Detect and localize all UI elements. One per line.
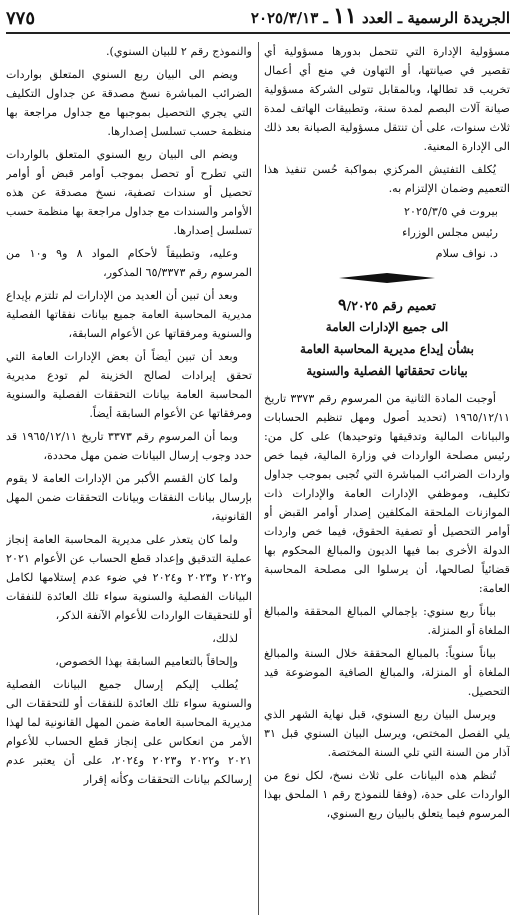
gazette-header-title bbox=[251, 3, 510, 29]
paragraph: ولما كان يتعذر على مديرية المحاسبة العامة إنجاز عملية التدقيق وإعداد قطع الحساب عن الأعوام ٢٠٢١ و٢٠٢٢ و٢٠٢٣ و٢٠٢٤ في ضوء عدم إستلامها لكامل البيانات الفصلية والسنوية سواء تلك العائدة للنفقات أو للتحقيقات الواردات للأعوام الآنفة الذكر، bbox=[6, 533, 252, 622]
paragraph: وعليه، وتطبيقاً لأحكام المواد ٨ و٩ و١٠ من المرسوم رقم ٦٥/٣٣٧٣ المذكور، bbox=[6, 247, 252, 279]
paragraph: والنموذج رقم ٢ للبيان السنوي). bbox=[105, 45, 252, 58]
paragraph: ويضم الى البيان ربع السنوي المتعلق بواردات الضرائب المباشرة نسخ مصدقة عن جداول التكليف التي يجري التحصيل بموجبها مع جداول مراجعة بها منظمة حسب تسلسل إصدارها. bbox=[6, 68, 252, 138]
section-divider-ornament bbox=[264, 273, 510, 283]
circular-year: /٢٠٢٥ bbox=[346, 298, 379, 313]
signature-place-date: بيروت في ٢٠٢٥/٣/٥ bbox=[404, 205, 498, 218]
paragraph: ويضم الى البيان ربع السنوي المتعلق بالواردات التي تطرح أو تحصل بموجب أوامر قبض أو أوامر تحصيل أو سندات تصفية، نسخ مصدقة عن هذه الأوامر والسندات مع جداول مراجعة بها منظمة حسب تسلسل إصدارها. bbox=[6, 148, 252, 237]
circular-title bbox=[264, 295, 510, 315]
circular-addressee: الى جميع الإدارات العامة bbox=[325, 320, 449, 334]
signature-title: رئيس مجلس الوزراء bbox=[402, 226, 498, 239]
paragraph: بياناً ربع سنوي: بإجمالي المبالغ المحققة والمبالغ الملغاة أو المنزلة. bbox=[264, 605, 510, 637]
paragraph: مسؤولية الإدارة التي تتحمل بدورها مسؤولية أي تقصير في صيانتها، أو التهاون في منع أي أعمال تخريب قد تطالها، وبالمقابل تتولى الشركة مسؤولية صيانة آلات البصم لمدة سنة، وتطبيقات الهاتف لمدة ثلاث سنوات، على أن تنتقل مسؤولية الصيانة بعد ذلك الى الإدارة المعنية. bbox=[264, 45, 510, 153]
paragraph: لذلك، bbox=[212, 632, 238, 645]
gazette-name: الجريدة الرسمية ـ العدد bbox=[361, 9, 510, 27]
paragraph: يُطلب إليكم إرسال جميع البيانات الفصلية والسنوية سواء تلك العائدة للنفقات أو للتحققات الى مديرية المحاسبة العامة ضمن المهل القانونية لما لهذا الأمر من انعكاس على إنجاز قطع الحساب للأعوام ٢٠٢١ و٢٠٢٢ و٢٠٢٣ و٢٠٢٤، على أن يعتبر عدم إرسالكم بيانات التحققات وكأنه إقرار bbox=[6, 678, 252, 786]
paragraph: يُكلف التفتيش المركزي بمواكبة حُسن تنفيذ هذا التعميم وضمان الإلتزام به. bbox=[264, 163, 510, 195]
circular-label: تعميم رقم bbox=[382, 298, 436, 313]
paragraph: ويرسل البيان ربع السنوي، قبل نهاية الشهر الذي يلي الفصل المختص، ويرسل البيان السنوي قبل ٣١ آذار من السنة التي تلي السنة المختصة. bbox=[264, 708, 510, 759]
circular-subject-line-2: بيانات تحققاتها الفصلية والسنوية bbox=[306, 364, 468, 378]
paragraph: بياناً سنوياً: بالمبالغ المحققة خلال السنة والمبالغ الملغاة أو المنزلة، والمبالغ الصافية الموضوعة قيد التحصيل. bbox=[264, 647, 510, 698]
issue-number: ١١ bbox=[333, 3, 357, 29]
right-column bbox=[264, 42, 510, 919]
paragraph: وبما أن المرسوم رقم ٣٣٧٣ تاريخ ١٩٦٥/١٢/١١ قد حدد وجوب إرسال البيانات ضمن مهل محددة، bbox=[6, 430, 252, 462]
left-column bbox=[6, 42, 252, 919]
paragraph: ولما كان القسم الأكبر من الإدارات العامة لا يقوم بإرسال بيانات النفقات وبيانات التحققات ضمن المهل القانونية، bbox=[6, 472, 252, 523]
page-header bbox=[6, 4, 510, 34]
signature-name: د. نواف سلام bbox=[435, 247, 498, 260]
circular-subject-line-1: بشأن إيداع مديرية المحاسبة العامة bbox=[300, 342, 474, 356]
paragraph: تُنظم هذه البيانات على ثلاث نسخ، لكل نوع من الواردات على حدة، (وفقا للنموذج رقم ١ الملحق بهذا المرسوم فيما يتعلق بالبيان ربع السنوي، bbox=[264, 769, 510, 820]
column-divider bbox=[258, 42, 259, 915]
page-number: ٧٧٥ bbox=[6, 8, 36, 29]
paragraph: أوجبت المادة الثانية من المرسوم رقم ٣٣٧٣ تاريخ ١٩٦٥/١٢/١١ (تحديد أصول ومهل تنظيم الحسابات والبيانات المالية وتدقيقها وتوحيدها) على كل من: رئيس مصلحة الواردات في وزارة المالية، فيما خص واردات الضرائب المباشرة التي تُجبى بموجب جداول تكليف، وموظفي الإدارات العامة والإدارات ذات الموازنات الملحقة المكلفين إصدار أوامر القبض أو أوامر التحصيل أو تصفية الحقوق، فيما خص واردات الدولة الأخرى بما فيها الديون والمبالغ المحكوم بها قضائياً لصالحها، أن يرسلوا الى مصلحة المحاسبة العامة: bbox=[264, 392, 510, 595]
paragraph: وإلحاقاً بالتعاميم السابقة بهذا الخصوص، bbox=[55, 655, 238, 668]
paragraph: وبعد أن تبين أن العديد من الإدارات لم تلتزم بإيداع مديرية المحاسبة العامة جميع بيانات نفقاتها الفصلية والسنوية ومرفقاتها عن الأعوام السابقة، bbox=[6, 289, 252, 340]
circular-number: ٩ bbox=[338, 295, 347, 314]
paragraph: وبعد أن تبين أيضاً أن بعض الإدارات العامة التي تحقق إيرادات لصالح الخزينة لم تودع مديرية المحاسبة العامة بيانات التحققات الفصلية والسنوية ومرفقاتها عن الأعوام السابقة أيضاً. bbox=[6, 350, 252, 420]
issue-date: ـ ٢٠٢٥/٣/١٣ bbox=[250, 9, 328, 27]
